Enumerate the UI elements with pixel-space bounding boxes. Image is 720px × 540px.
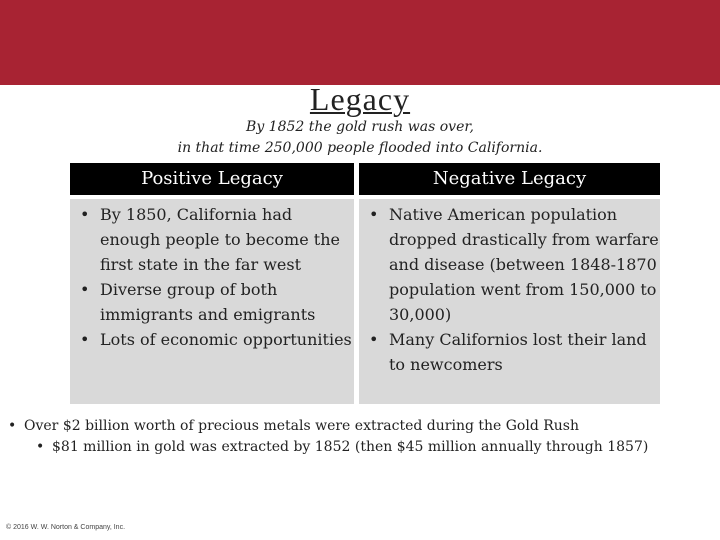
header-banner [0, 0, 720, 85]
positive-legacy-cell [70, 199, 354, 404]
slide-subtitle [0, 117, 720, 159]
negative-legacy-header: Negative Legacy [359, 163, 660, 195]
positive-item: • Diverse group of both immigrants and emigrants [70, 277, 354, 327]
negative-legacy-cell [359, 199, 660, 404]
slide-title: Legacy [309, 81, 411, 117]
note-bullet-1: • Over $2 billion worth of precious metals were extracted during the Gold Rush [0, 416, 720, 437]
legacy-table [70, 163, 660, 404]
subtitle-line-2: in that time 250,000 people flooded into California. [177, 140, 543, 156]
note-bullet-2: • $81 million in gold was extracted by 1852 (then $45 million annually through 1857) [0, 437, 720, 458]
negative-item: • Many Californios lost their land to newcomers [359, 327, 660, 377]
positive-item: • Lots of economic opportunities [70, 327, 354, 352]
positive-legacy-header: Positive Legacy [70, 163, 354, 195]
notes-list [0, 416, 720, 458]
subtitle-line-1: By 1852 the gold rush was over, [246, 119, 474, 135]
positive-item: • By 1850, California had enough people to become the first state in the far west [70, 202, 354, 277]
copyright-footer: © 2016 W. W. Norton & Company, Inc. [6, 524, 126, 531]
negative-item: • Native American population dropped drastically from warfare and disease (between 1848-1870 population went from 150,000 to 30,000) [359, 202, 660, 327]
